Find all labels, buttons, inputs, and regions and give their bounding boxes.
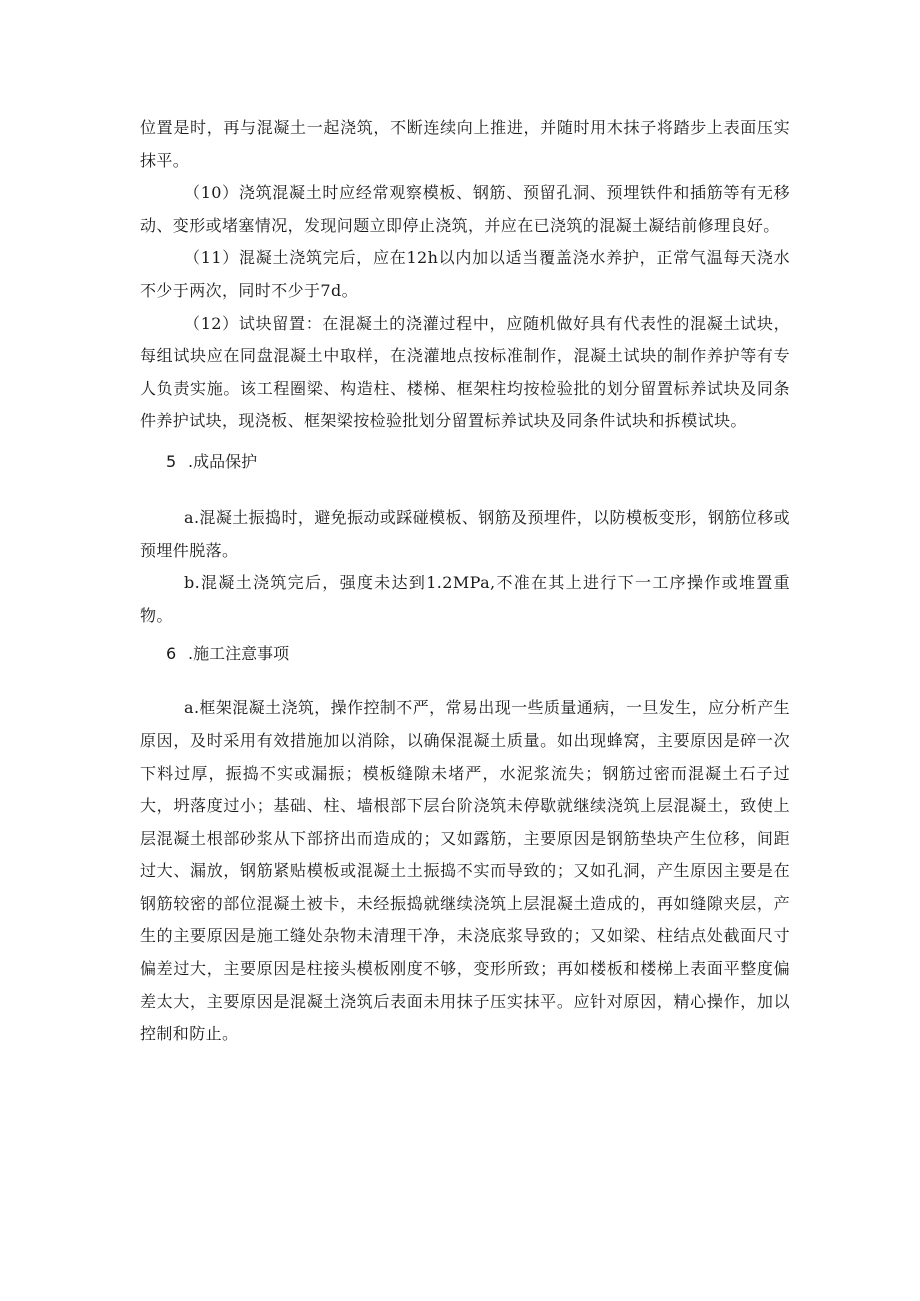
section-number: 5 xyxy=(166,451,177,471)
section-number: 6 xyxy=(166,644,177,664)
section-heading-product-protection xyxy=(140,446,790,478)
paragraph-item-12: （12）试块留置：在混凝土的浇灌过程中，应随机做好具有代表性的混凝土试块，每组试块应在同盘混凝土中取样，在浇灌地点按标准制作，混凝土试块的制作养护等有专人负责实施。该工程圈梁、构造柱、楼梯、框架柱均按检验批的划分留置标养试块及同条件养护试块，现浇板、框架梁按检验批划分留置标养试块及同条件试块和拆模试块。 xyxy=(140,313,790,431)
paragraph-protection-b: b.混凝土浇筑完后，强度未达到1.2MPa,不准在其上进行下一工序操作或堆置重物。 xyxy=(140,573,790,625)
paragraph-item-11: （11）混凝土浇筑完后，应在12h以内加以适当覆盖浇水养护，正常气温每天浇水不少于两次，同时不少于7d。 xyxy=(140,248,790,300)
document-body xyxy=(140,112,790,1051)
section-title: .施工注意事项 xyxy=(188,644,290,664)
paragraph-item-10: （10）浇筑混凝土时应经常观察模板、钢筋、预留孔洞、预埋铁件和插筋等有无移动、变形或堵塞情况，发现问题立即停止浇筑，并应在已浇筑的混凝土凝结前修理良好。 xyxy=(140,183,790,235)
paragraph-notes-a: a.框架混凝土浇筑，操作控制不严，常易出现一些质量通病，一旦发生，应分析产生原因，及时采用有效措施加以消除，以确保混凝土质量。如出现蜂窝，主要原因是碎一次下料过厚，振捣不实或漏振；模板缝隙未堵严，水泥浆流失；钢筋过密而混凝土石子过大，坍落度过小；基础、柱、墙根部下层台阶浇筑未停歇就继续浇筑上层混凝土，致使上层混凝土根部砂浆从下部挤出而造成的；又如露筋，主要原因是钢筋垫块产生位移，间距过大、漏放，钢筋紧贴模板或混凝土土振捣不实而导致的；又如孔洞，产生原因主要是在钢筋较密的部位混凝土被卡，未经振捣就继续浇筑上层混凝土造成的，再如缝隙夹层，产生的主要原因是施工缝处杂物未清理干净，未浇底浆导致的；又如梁、柱结点处截面尺寸偏差过大，主要原因是柱接头模板刚度不够，变形所致；再如楼板和楼梯上表面平整度偏差太大，主要原因是混凝土浇筑后表面未用抹子压实抹平。应针对原因，精心操作，加以控制和防止。 xyxy=(140,698,790,1044)
section-heading-construction-notes xyxy=(140,638,790,670)
paragraph-protection-a: a.混凝土振捣时，避免振动或踩碰模板、钢筋及预埋件，以防模板变形，钢筋位移或预埋件脱落。 xyxy=(140,507,790,560)
paragraph-pouring-continuation: 位置是时，再与混凝土一起浇筑，不断连续向上推进，并随时用木抹子将踏步上表面压实抹平。 xyxy=(140,118,790,170)
section-title: .成品保护 xyxy=(188,451,258,471)
